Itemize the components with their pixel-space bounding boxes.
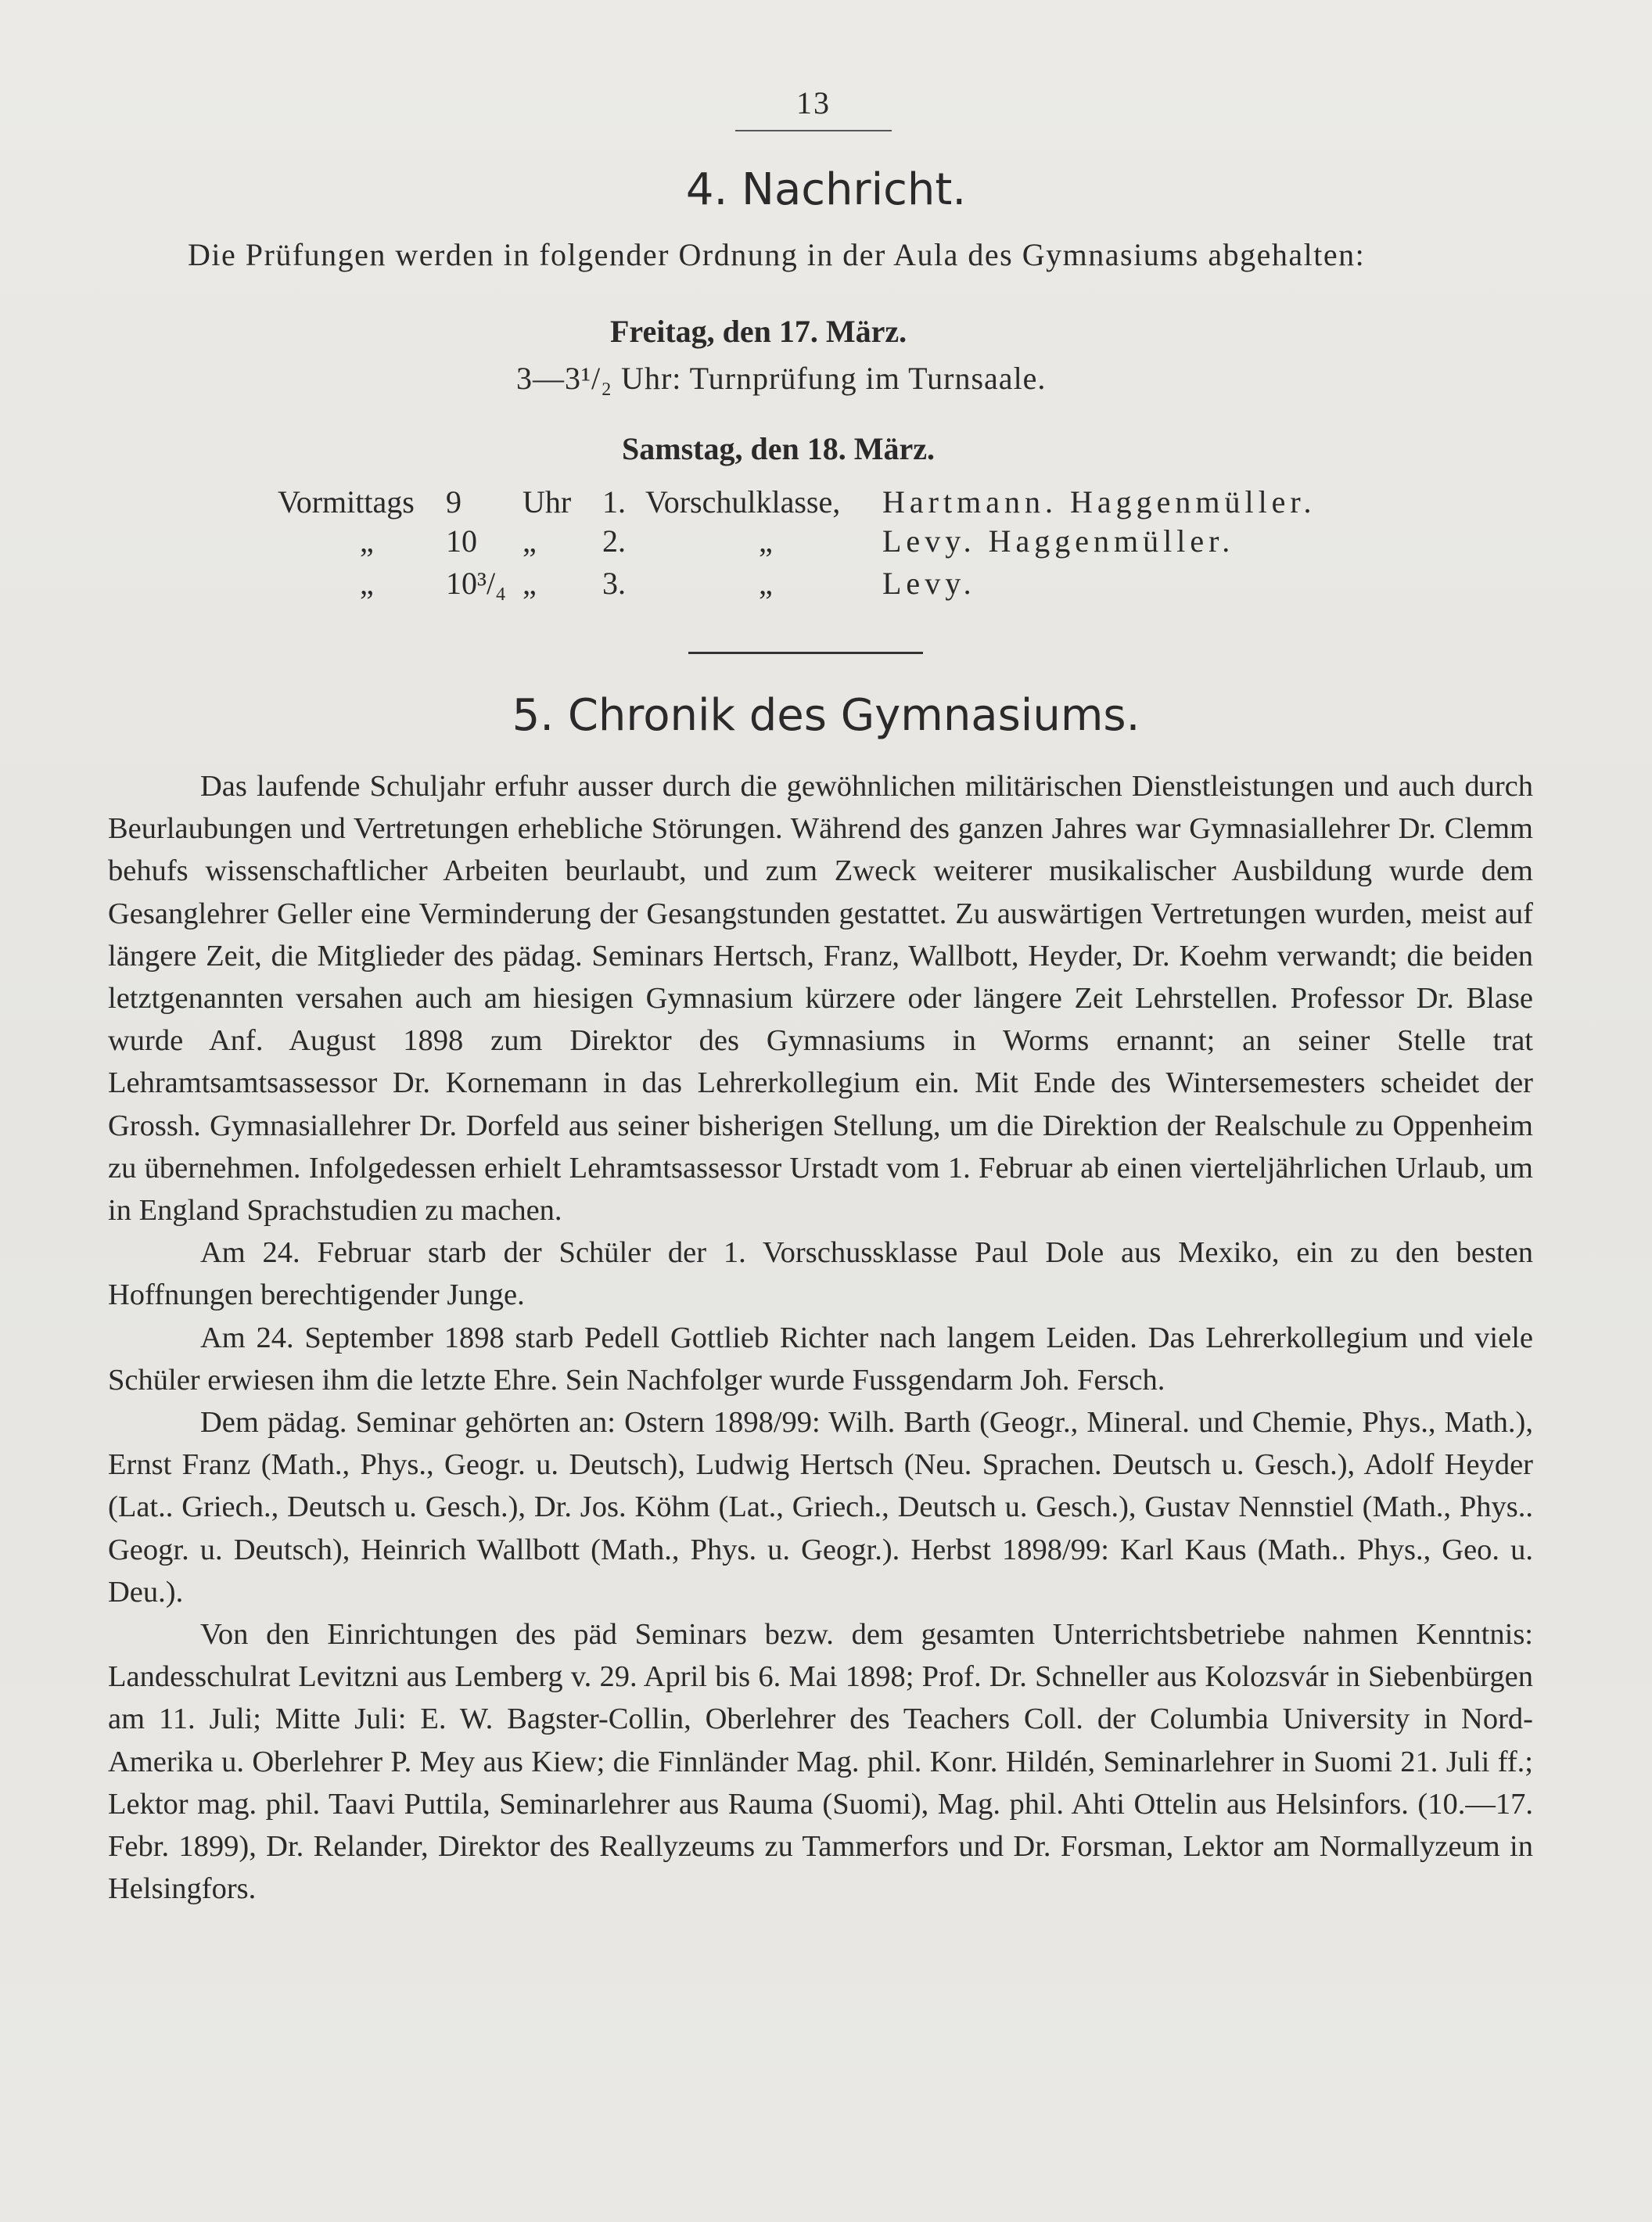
schedule-uhr: „: [523, 566, 537, 601]
friday-heading: Freitag, den 17. März.: [610, 314, 907, 349]
page-number-rule: [735, 130, 892, 131]
schedule-teachers: Hartmann. Haggenmüller.: [882, 484, 1316, 520]
section-4-intro: Die Prüfungen werden in folgender Ordnung in der Aula des Gymnasiums abgehalten:: [188, 237, 1366, 272]
page-number: 13: [796, 85, 831, 120]
chronicle-paragraph: Das laufende Schuljahr erfuhr ausser durch die gewöhnlichen militärischen Dienstleistungen und auch durch Beurlaubungen und Vertretungen erhebliche Störungen. Während des ganzen Jahres war Gymnasiallehrer Dr. Clemm behufs wissenschaftlicher Arbeiten beurlaubt, und zum Zweck weiterer musikalischer Ausbildung wurde dem Gesanglehrer Geller eine Verminderung der Gesangstunden gestattet. Zu auswärtigen Vertretungen wurden, meist auf längere Zeit, die Mitglieder des pädag. Seminars Hertsch, Franz, Wallbott, Heyder, Dr. Koehm verwandt; die beiden letztgenannten versahen auch am hiesigen Gymnasium kürzere oder längere Zeit Lehrstellen. Professor Dr. Blase wurde Anf. August 1898 zum Direktor des Gymnasiums in Worms ernannt; an seiner Stelle trat Lehramtsamtsassessor Dr. Kornemann in das Lehrerkollegium ein. Mit Ende des Wintersemesters scheidet der Grossh. Gymnasiallehrer Dr. Dorfeld aus seiner bisherigen Stellung, um die Direktion der Realschule zu Oppenheim zu übernehmen. Infolgedessen erhielt Lehramtsassessor Urstadt vom 1. Februar ab einen vierteljährlichen Urlaub, um in England Sprachstudien zu machen.: [108, 770, 1533, 1228]
schedule-label: Vormittags: [278, 484, 415, 520]
schedule-teachers: Levy. Haggenmüller.: [882, 523, 1235, 559]
schedule-label: „: [360, 523, 374, 559]
schedule-teachers: Levy.: [882, 566, 976, 601]
saturday-heading: Samstag, den 18. März.: [622, 431, 935, 466]
section-4-heading: 4. Nachricht.: [685, 164, 967, 215]
chronicle-body: [108, 765, 1533, 1910]
friday-schedule-line: 3—3¹/₂ Uhr: Turnprüfung im Turnsaale.: [516, 361, 1047, 396]
schedule-label: „: [360, 566, 374, 601]
schedule-uhr: Uhr: [523, 484, 572, 520]
section-5-heading: 5. Chronik des Gymnasiums.: [512, 690, 1140, 741]
schedule-uhr: „: [523, 523, 537, 559]
schedule-number: 1.: [602, 484, 626, 520]
schedule-time: 10³/₄: [446, 566, 507, 601]
chronicle-paragraph: Dem pädag. Seminar gehörten an: Ostern 1898/99: Wilh. Barth (Geogr., Mineral. und Chemie, Phys., Math.), Ernst Franz (Math., Phys., Geogr. u. Deutsch), Ludwig Hertsch (Neu. Sprachen. Deutsch u. Gesch.), Adolf Heyder (Lat.. Griech., Deutsch u. Gesch.), Dr. Jos. Köhm (Lat., Griech., Deutsch u. Gesch.), Gustav Nennstiel (Math., Phys.. Geogr. u. Deutsch), Heinrich Wallbott (Math., Phys. u. Geogr.). Herbst 1898/99: Karl Kaus (Math.. Phys., Geo. u. Deu.).: [108, 1406, 1533, 1609]
schedule-number: 3.: [602, 566, 626, 601]
schedule-class: „: [759, 523, 773, 559]
chronicle-paragraph: Am 24. Februar starb der Schüler der 1. Vorschussklasse Paul Dole aus Mexiko, ein zu den besten Hoffnungen berechtigender Junge.: [108, 1236, 1533, 1312]
chronicle-paragraph: Von den Einrichtungen des päd Seminars bezw. dem gesamten Unterrichtsbetriebe nahmen Kenntnis: Landesschulrat Levitzni aus Lemberg v. 29. April bis 6. Mai 1898; Prof. Dr. Schneller aus Kolozsvár in Siebenbürgen am 11. Juli; Mitte Juli: E. W. Bagster-Collin, Oberlehrer des Teachers Coll. der Columbia University in Nord-Amerika u. Oberlehrer P. Mey aus Kiew; die Finnländer Mag. phil. Konr. Hildén, Seminarlehrer in Suomi 21. Juli ff.; Lektor mag. phil. Taavi Puttila, Seminarlehrer aus Rauma (Suomi), Mag. phil. Ahti Ottelin aus Helsinfors. (10.—17. Febr. 1899), Dr. Relander, Direktor des Reallyzeums zu Tammerfors und Dr. Forsman, Lektor am Normallyzeum in Helsingfors.: [108, 1618, 1533, 1906]
chronicle-paragraph: Am 24. September 1898 starb Pedell Gottlieb Richter nach langem Leiden. Das Lehrerkollegium und viele Schüler erwiesen ihm die letzte Ehre. Sein Nachfolger wurde Fussgendarm Joh. Fersch.: [108, 1321, 1533, 1397]
schedule-number: 2.: [602, 523, 626, 559]
schedule-class: „: [759, 566, 773, 601]
schedule-time: 10: [446, 523, 477, 559]
schedule-class: Vorschulklasse,: [645, 484, 841, 520]
section-divider: [688, 652, 923, 654]
schedule-time: 9: [446, 484, 461, 520]
